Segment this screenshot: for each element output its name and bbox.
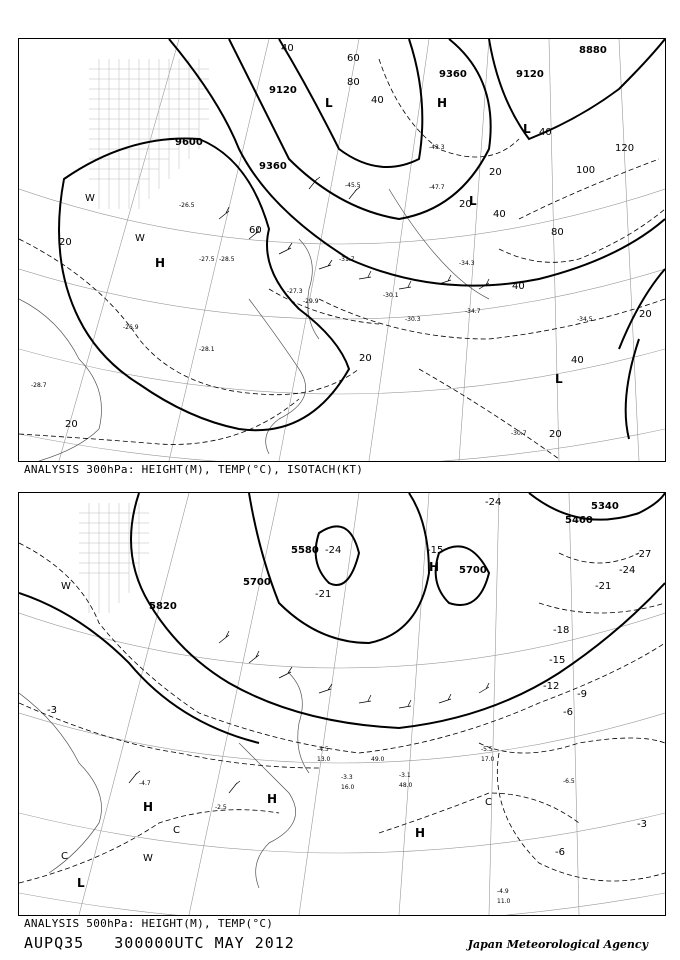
- station-label: -3.1: [399, 772, 411, 779]
- height-label: 5340: [591, 501, 619, 512]
- temp-label: -31.7: [339, 256, 355, 263]
- high-center-label: H: [267, 792, 278, 806]
- warm-center-label: W: [135, 233, 145, 244]
- station-label: 13.0: [317, 756, 331, 763]
- temp-label: -26.9: [123, 324, 139, 331]
- temp-contour-label: -24: [485, 497, 502, 508]
- temp-label: -27.3: [287, 288, 303, 295]
- isotach-label: 40: [493, 209, 506, 220]
- station-label: -6.5: [563, 778, 575, 785]
- temp-contour-label: -18: [553, 625, 570, 636]
- temp-contour-label: -6: [555, 847, 565, 858]
- temp-contour-label: -27: [635, 549, 652, 560]
- temp-label: -28.5: [219, 256, 235, 263]
- station-label: 16.0: [341, 784, 355, 791]
- graticule-300: [19, 39, 665, 461]
- isotach-label: 40: [371, 95, 384, 106]
- station-label: 17.0: [481, 756, 495, 763]
- temp-label: -30.1: [383, 292, 399, 299]
- temp-label: -34.3: [459, 260, 475, 267]
- station-label: 11.0: [497, 898, 511, 905]
- hatch-300: [89, 59, 209, 209]
- height-label: 9120: [269, 85, 297, 96]
- height-contours-500: [19, 493, 665, 743]
- isotach-label: 40: [281, 43, 294, 54]
- isotach-label: 20: [639, 309, 652, 320]
- low-center-label: L: [523, 122, 531, 136]
- temp-label: -28.7: [31, 382, 47, 389]
- temp-contour-label: -24: [619, 565, 636, 576]
- warm-center-label: W: [143, 853, 153, 864]
- station-label: -4.5: [317, 746, 329, 753]
- temp-label: -29.9: [303, 298, 319, 305]
- height-label: 5460: [565, 515, 593, 526]
- map-300hpa-svg: [19, 39, 665, 461]
- temp-label: -43.3: [429, 144, 445, 151]
- station-label: 49.0: [371, 756, 385, 763]
- warm-center-label: W: [85, 193, 95, 204]
- isotach-label: 20: [65, 419, 78, 430]
- temp-contour-label: -6: [563, 707, 573, 718]
- height-label: 5700: [459, 565, 487, 576]
- analysis-300hpa-map: [18, 38, 666, 462]
- isotach-label: 60: [347, 53, 360, 64]
- isotach-label: 40: [539, 127, 552, 138]
- warm-center-label: W: [61, 581, 71, 592]
- caption-300hpa: ANALYSIS 300hPa: HEIGHT(M), TEMP(°C), ISOTACH(KT): [24, 463, 364, 476]
- low-center-label: L: [555, 372, 563, 386]
- graticule-500: [19, 493, 665, 915]
- product-header: [24, 934, 295, 952]
- temp-contour-label: -3: [47, 705, 57, 716]
- height-label: 8880: [579, 45, 607, 56]
- station-label: -3.3: [341, 774, 353, 781]
- cold-center-label: C: [173, 825, 180, 836]
- isotach-label: 80: [551, 227, 564, 238]
- high-center-label: H: [437, 96, 448, 110]
- isotach-label: 20: [59, 237, 72, 248]
- station-label: -4.9: [497, 888, 509, 895]
- isotach-label: 20: [489, 167, 502, 178]
- temp-label: -30.7: [511, 430, 527, 437]
- isotach-label: 20: [459, 199, 472, 210]
- valid-time: 300000UTC MAY 2012: [114, 934, 295, 952]
- agency-name: Japan Meteorological Agency: [467, 938, 648, 951]
- temp-contour-label: -21: [595, 581, 612, 592]
- isotach-label: 20: [549, 429, 562, 440]
- height-label: 9360: [439, 69, 467, 80]
- low-center-label: L: [469, 194, 477, 208]
- temp-contour-label: -24: [325, 545, 342, 556]
- high-center-label: H: [143, 800, 154, 814]
- temp-contour-label: -3: [637, 819, 647, 830]
- low-center-label: L: [77, 876, 85, 890]
- temp-contour-label: -21: [315, 589, 332, 600]
- isotach-label: 60: [249, 225, 262, 236]
- high-center-label: H: [415, 826, 426, 840]
- high-center-label: H: [429, 560, 440, 574]
- station-label: -4.7: [139, 780, 151, 787]
- low-center-label: L: [325, 96, 333, 110]
- cold-center-label: C: [485, 797, 492, 808]
- wind-barbs-500: [129, 631, 489, 793]
- temp-contour-label: -15: [549, 655, 566, 666]
- isotach-label: 20: [359, 353, 372, 364]
- isotach-label: 40: [512, 281, 525, 292]
- station-label: 48.0: [399, 782, 413, 789]
- temp-contour-label: -15: [427, 545, 444, 556]
- temp-label: -47.7: [429, 184, 445, 191]
- height-label: 5820: [149, 601, 177, 612]
- height-label: 5580: [291, 545, 319, 556]
- station-label: -2.5: [215, 804, 227, 811]
- temp-contour-label: -9: [577, 689, 587, 700]
- temp-label: -45.5: [345, 182, 361, 189]
- temp-label: -34.5: [577, 316, 593, 323]
- cold-center-label: C: [61, 851, 68, 862]
- isotach-label: 120: [615, 143, 635, 154]
- height-label: 9120: [516, 69, 544, 80]
- temp-label: -28.1: [199, 346, 215, 353]
- temp-label: -30.3: [405, 316, 421, 323]
- isotach-label: 40: [571, 355, 584, 366]
- temp-label: -27.5: [199, 256, 215, 263]
- temp-label: -34.7: [465, 308, 481, 315]
- height-label: 5700: [243, 577, 271, 588]
- hatch-500: [79, 503, 149, 613]
- high-center-label: H: [155, 256, 166, 270]
- temp-contour-label: -12: [543, 681, 560, 692]
- map-500hpa-svg: [19, 493, 665, 915]
- caption-500hpa: ANALYSIS 500hPa: HEIGHT(M), TEMP(°C): [24, 917, 274, 930]
- product-code: AUPQ35: [24, 934, 85, 952]
- station-label: -5.5: [481, 746, 493, 753]
- height-label: 9360: [259, 161, 287, 172]
- height-label: 9600: [175, 137, 203, 148]
- isotach-label: 80: [347, 77, 360, 88]
- analysis-500hpa-map: [18, 492, 666, 916]
- isotach-label: 100: [576, 165, 596, 176]
- temp-label: -26.5: [179, 202, 195, 209]
